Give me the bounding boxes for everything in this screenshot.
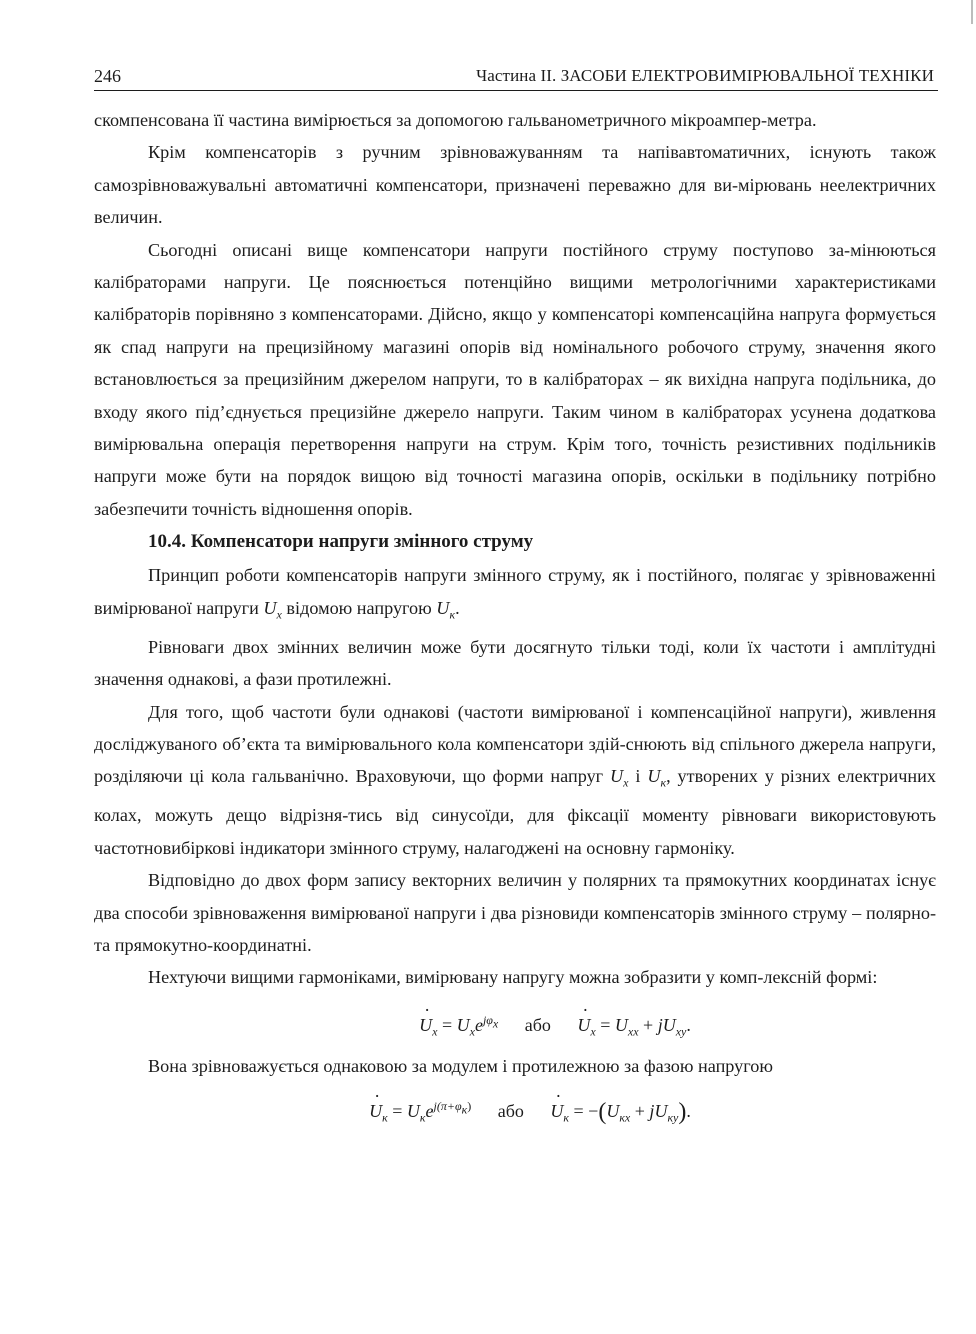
- symbol-uk: $U_к$: [647, 766, 667, 790]
- paragraph-4: Принцип роботи компенсаторів напруги змінного струму, як і постійного, полягає у зрівноваженні вимірюваної напруги $U_x$ відомою напругою $U_к$.: [94, 565, 936, 622]
- symbol-ux: $U_x$: [263, 597, 282, 622]
- page-header: [94, 64, 938, 91]
- running-title: Частина II. ЗАСОБИ ЕЛЕКТРОВИМІРЮВАЛЬНОЇ ТЕХНІКИ: [476, 66, 934, 85]
- formula-compensating-voltage: · $U_к = U_кe^{j(\pi+\varphi_к)}$ або · $U_к = -(U_{кx} + jU_{кy})$.: [94, 1086, 936, 1126]
- formula-2-conjunction: або: [497, 1101, 524, 1122]
- paragraph-4-text-a: Принцип роботи компенсаторів напруги змінного струму, як і постійного, полягає у зрівноваженні вимірюваної напруги: [94, 565, 936, 618]
- paragraph-6-text-b: , утворених у різних електричних колах, можуть дещо відрізня-тись від синусоїди, для фіксації моменту рівноваги використовують частотновибіркові індикатори змінного струму, налагоджені на основну гармоніку.: [94, 766, 936, 858]
- scan-edge-mark: [971, 0, 973, 24]
- symbol-uk: $U_к$: [436, 597, 456, 622]
- paragraph-1: скомпенсована її частина вимірюється за допомогою гальванометричного мікроампер-метра.: [94, 110, 817, 130]
- page-number: 246: [94, 66, 121, 86]
- section-heading: 10.4. Компенсатори напруги змінного струму: [148, 531, 534, 553]
- formula-1-conjunction: або: [524, 1014, 551, 1035]
- symbol-ux: $U_x$: [610, 766, 629, 790]
- paragraph-4-text-b: відомою напругою: [281, 597, 437, 618]
- paragraph-5: Рівноваги двох змінних величин може бути досягнуто тільки тоді, коли їх частоти і амплітудні значення однакові, а фази протилежні.: [94, 636, 936, 690]
- paragraph-2: Крім компенсаторів з ручним зрівноважуванням та напівавтоматичних, існують також самозрівноважувальні автоматичні компенсатори, призначені переважно для ви-мірювань неелектричних величин.: [94, 142, 936, 228]
- paragraph-9: Вона зрівноважується однаковою за модулем і протилежною за фазою напругою: [148, 1055, 773, 1076]
- paragraph-6: Для того, щоб частоти були однакові (частоти вимірюваної і компенсаційної напруги), живлення досліджуваного об’єкта та вимірювального кола компенсатори здій-снюють від спільного джерела напруги, розділяючи ці кола гальванічно. Враховуючи, що форми напруг $U_x$ і $U_к$, утворених у різних електричних колах, можуть дещо відрізня-тись від синусоїди, для фіксації моменту рівноваги використовують частотновибіркові індикатори змінного струму, налагоджені на основну гармоніку.: [94, 701, 936, 858]
- paragraph-8: Нехтуючи вищими гармоніками, вимірювану напругу можна зобразити у комп-лексній формі:: [148, 967, 878, 988]
- paragraph-6-text-a: Для того, щоб частоти були однакові (частоти вимірюваної і компенсаційної напруги), живлення досліджуваного об’єкта та вимірювального кола компенсатори здій-снюють від спільного джерела напруги, розділяючи ці кола гальванічно. Враховуючи, що форми напруг: [94, 701, 936, 787]
- paragraph-7: Відповідно до двох форм запису векторних величин у полярних та прямокутних координатах існує два способи зрівноваження вимірюваної напруги і два різновиди компенсаторів змінного струму – полярно- та прямокутно-координатні.: [94, 870, 936, 956]
- formula-measured-voltage: · $U_x = U_xe^{j\varphi_x}$ або · $U_x = U_{xx} + jU_{xy}$.: [94, 1000, 936, 1040]
- paragraph-3: Сьогодні описані вище компенсатори напруги постійного струму поступово за-мінюються калібраторами напруги. Це пояснюється потенційно вищими метрологічними характеристиками калібраторів порівняно з компенсаторами. Дійсно, якщо у компенсаторі компенсаційна напруга формується як спад напруги на прецизійному магазині опорів від номінального робочого струму, значення якого встановлюється за прецизійним джерелом напруги, то в калібраторах – як вихідна напруга подільника, до входу якого під’єднується прецизійне джерело напруги. Таким чином в калібраторах усунена додаткова вимірювальна операція перетворення напруги на струм. Крім того, точність резистивних подільників напруги може бути на порядок вищою від точності магазина опорів, оскільки в подільнику потрібно забезпечити точність відношення опорів.: [94, 239, 936, 519]
- page-body: [94, 104, 936, 1126]
